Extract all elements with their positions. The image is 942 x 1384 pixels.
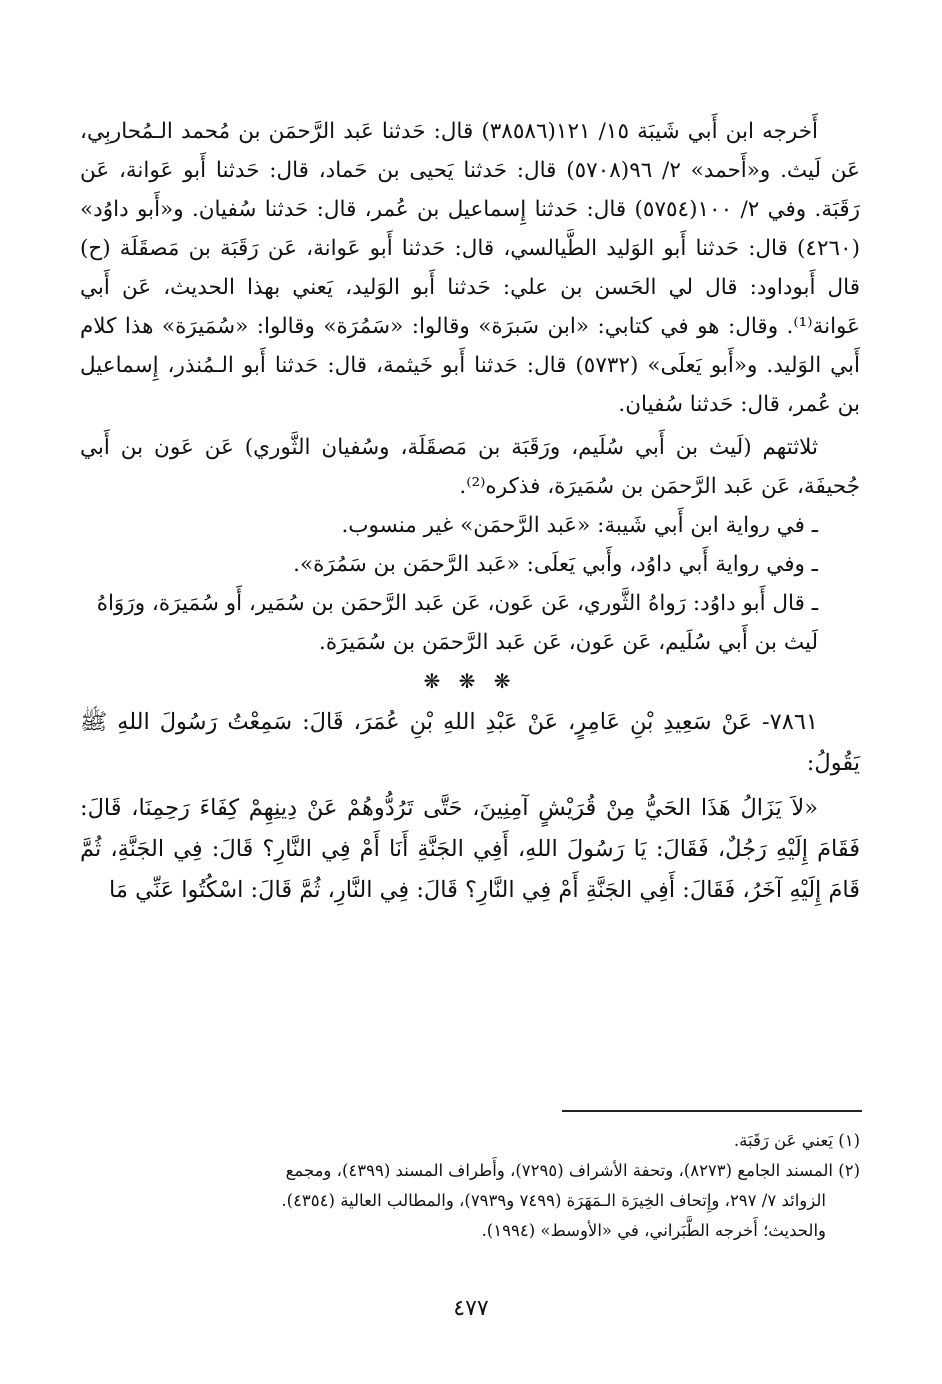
footnote-2-continued: الزوائد ٧/ ٢٩٧، وإِتحاف الخِيرَة الـمَهَرَة (٧٤٩٩ و٧٩٣٩)، والمطالب العالية (٤٣٥٤).: [281, 1191, 826, 1210]
note-abu-dawud-said: ـ قال أَبو داوُد: رَواهُ الثَّوري، عَن عَون، عَن عَبد الرَّحمَن بن سُمَير، أَو سُمَيرَة، ورَوَاهُ لَيث بن أَبي سُلَيم، عَن عَون، عَن عَبد الرَّحمَن بن سُمَيرَة.: [96, 591, 818, 655]
footnote-divider: [562, 1110, 862, 1112]
section-separator: ❋ ❋ ❋: [423, 669, 517, 693]
hadith-text: «لاَ يَزَالُ هَذَا الحَيُّ مِنْ قُرَيْشٍ آمِنِينَ، حَتَّى تَرُدُّوهُمْ عَنْ دِينِهِمْ كِفَاءَ رَحِمِنَا، قَالَ: فَقَامَ إِلَيْهِ رَجُلٌ، فَقَالَ: يَا رَسُولَ اللهِ، أَفِي الجَنَّةِ أَنَا أَمْ فِي النَّارِ؟ قَالَ: فِي الجَنَّةِ، ثُمَّ قَامَ إِلَيْهِ آخَرُ، فَقَالَ: أَفِي الجَنَّةِ أَمْ فِي النَّارِ؟ قَالَ: فِي النَّارِ، ثُمَّ قَالَ: اسْكُتُوا عَنِّي مَا: [80, 795, 860, 903]
page-body: [80, 112, 860, 911]
page-number: ٤٧٧: [453, 1296, 489, 1321]
footnotes: [80, 1126, 860, 1246]
narrators-paragraph: ثلاثتهم (لَيث بن أَبي سُلَيم، ورَقَبَة بن مَصقَلَة، وسُفيان الثَّوري) عَن عَون بن أَبي جُحيفَة، عَن عَبد الرَّحمَن بن سُمَيرَة، فذكره⁽²⁾.: [80, 435, 860, 499]
footnote-2: (٢) المسند الجامع (٨٢٧٣)، وتحفة الأشراف (٧٢٩٥)، وأَطراف المسند (٤٣٩٩)، ومجمع: [285, 1161, 860, 1180]
footnote-2-hadith-note: والحديث؛ أَخرجه الطَّبَراني، في «الأوسط» (١٩٩٤).: [481, 1221, 826, 1240]
footnote-1: (١) يَعني عَن رَقَبَة.: [733, 1131, 860, 1150]
takhrij-paragraph: أَخرجه ابن أَبي شَيبَة ١٥/ ١٢١(٣٨٥٨٦) قال: حَدثنا عَبد الرَّحمَن بن مُحمد الـمُحاربِي، عَن لَيث. و«أَحمد» ٢/ ٩٦(٥٧٠٨) قال: حَدثنا يَحيى بن حَماد، قال: حَدثنا أَبو عَوانة، عَن رَقَبَة. وفي ٢/ ١٠٠(٥٧٥٤) قال: حَدثنا إِسماعيل بن عُمر، قال: حَدثنا سُفيان. و«أَبو داوُد» (٤٢٦٠) قال: حَدثنا أَبو الوَليد الطَّيالسي، قال: حَدثنا أَبو عَوانة، عَن رَقَبَة بن مَصقَلَة (ح) قال أَبوداود: قال لي الحَسن بن علي: حَدثنا أَبو الوَليد، يَعني بهذا الحديث، عَن أَبي عَوانة⁽¹⁾. وقال: هو في كتابي: «ابن سَبرَة» وقالوا: «سَمُرَة» وقالوا: «سُمَيرَة» هذا كلام أَبي الوَليد. و«أَبو يَعلَى» (٥٧٣٢) قال: حَدثنا أَبو خَيثمة، قال: حَدثنا أَبو الـمُنذر، إِسماعيل بن عُمر، قال: حَدثنا سُفيان.: [80, 119, 861, 417]
note-abu-dawud-abu-yala: ـ وفي رواية أَبي داوُد، وأَبي يَعلَى: «عَبد الرَّحمَن بن سَمُرَة».: [293, 552, 818, 577]
hadith-heading: ٧٨٦١- عَنْ سَعِيدِ بْنِ عَامِرٍ، عَنْ عَبْدِ اللهِ بْنِ عُمَرَ، قَالَ: سَمِعْتُ رَسُولَ اللهِ ﷺ يَقُولُ:: [80, 709, 860, 776]
note-ibn-abi-shaybah: ـ في رواية ابن أَبي شَيبة: «عَبد الرَّحمَن» غير منسوب.: [341, 513, 818, 538]
